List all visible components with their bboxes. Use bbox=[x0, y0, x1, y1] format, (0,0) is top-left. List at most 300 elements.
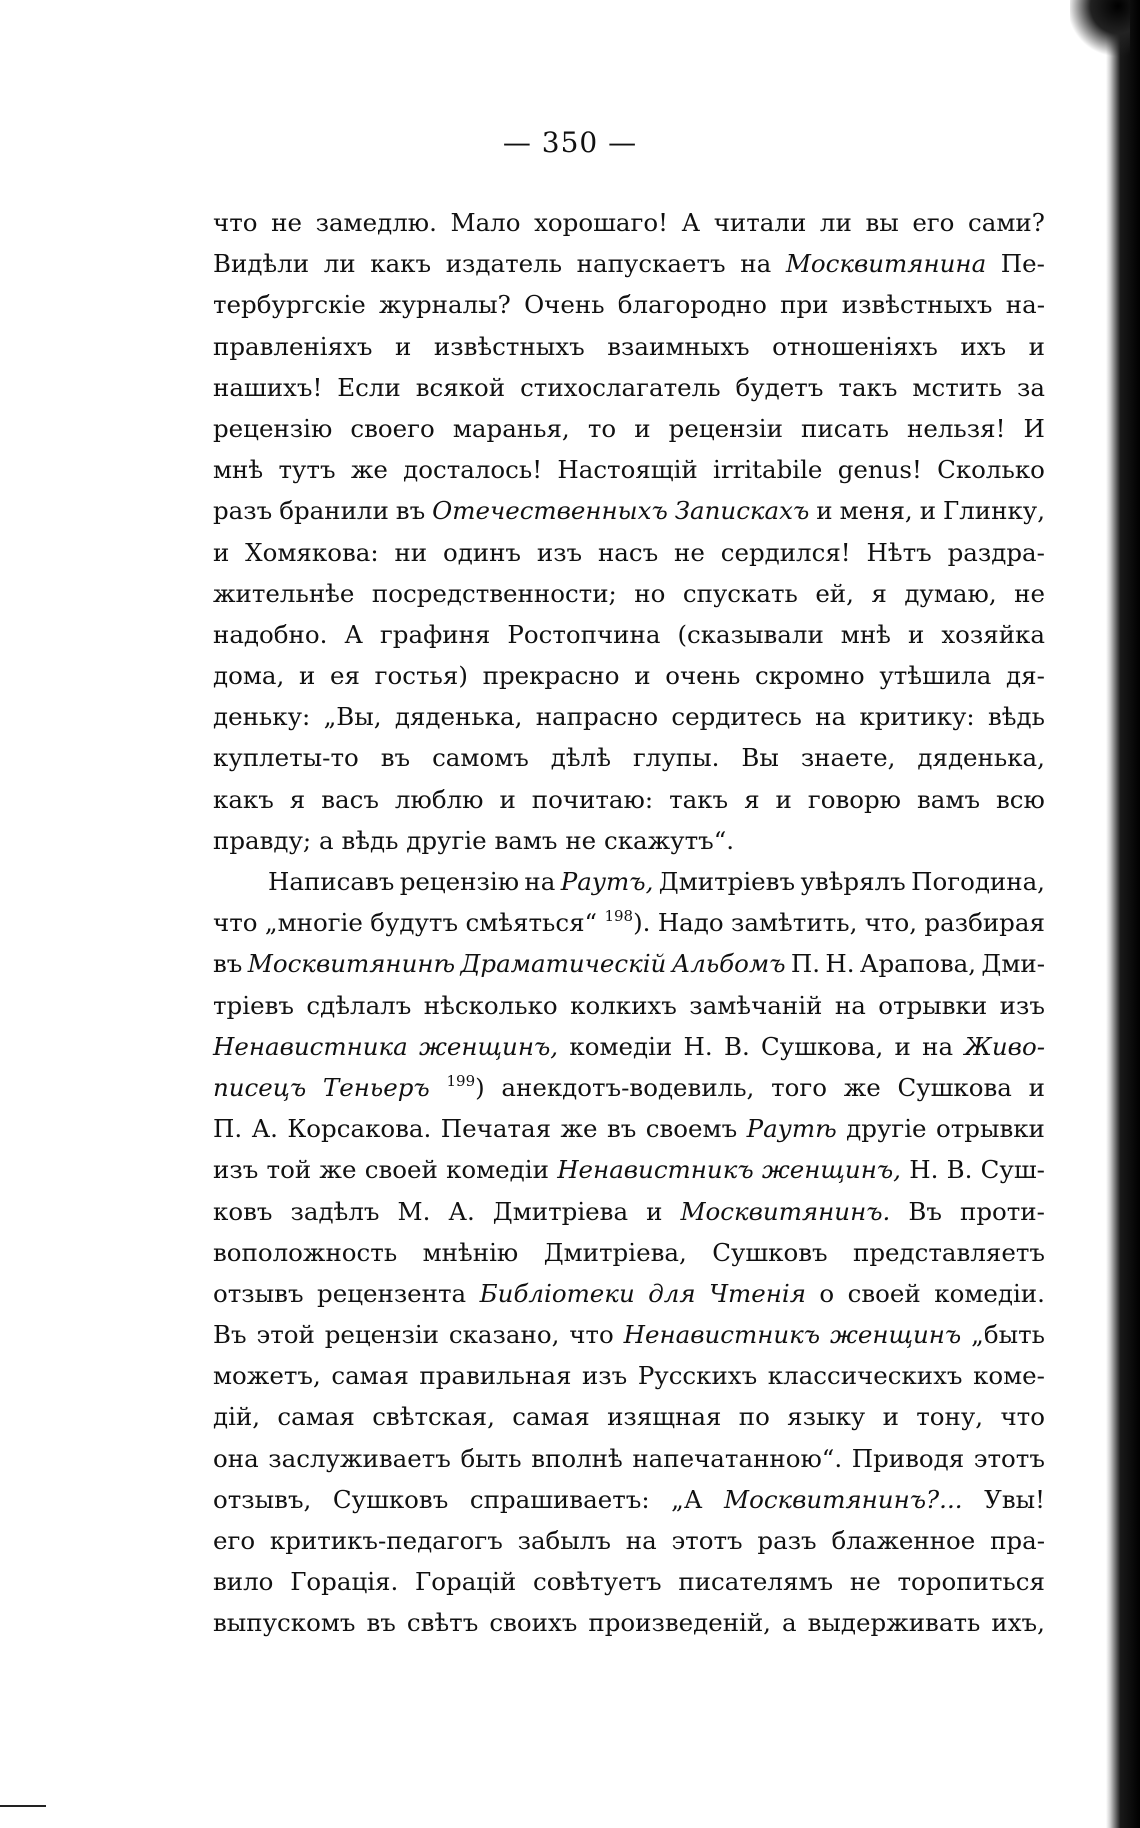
body-text bbox=[213, 202, 1045, 1644]
text-word: проти- bbox=[959, 1196, 1045, 1226]
text-word: изъ bbox=[999, 990, 1045, 1020]
text-word: Дмитріева, bbox=[543, 1237, 687, 1267]
text-word: Въ bbox=[908, 1196, 942, 1226]
text-word: Арапова, bbox=[859, 949, 977, 979]
text-word: Въ bbox=[213, 1320, 247, 1350]
text-word: въ bbox=[213, 949, 243, 979]
text-word: своей bbox=[364, 1155, 438, 1185]
text-word: глупы. bbox=[632, 743, 720, 773]
text-word: ни bbox=[394, 537, 428, 567]
footnote-ref: 198 bbox=[604, 907, 634, 926]
text-word: дя- bbox=[1006, 661, 1045, 691]
text-line bbox=[213, 1273, 1045, 1314]
text-word: ли bbox=[819, 208, 852, 237]
text-word: Чтенія bbox=[709, 1278, 806, 1308]
text-word: вполнѣ bbox=[531, 1443, 623, 1473]
text-line bbox=[213, 1026, 1045, 1067]
text-word: Мало bbox=[450, 208, 521, 237]
text-word: по bbox=[738, 1402, 770, 1432]
text-word: за bbox=[1016, 372, 1045, 402]
text-line bbox=[213, 1232, 1045, 1273]
text-word: Н. bbox=[683, 1031, 713, 1061]
text-word: утѣшила bbox=[879, 661, 992, 691]
text-word: и bbox=[882, 1402, 899, 1432]
text-word: Видѣли bbox=[213, 249, 310, 279]
text-word: классическихъ bbox=[767, 1361, 963, 1391]
text-word: этотъ bbox=[973, 1443, 1045, 1473]
text-word: спрашиваетъ: bbox=[469, 1484, 650, 1514]
text-word: на- bbox=[1005, 290, 1045, 320]
text-word: той bbox=[266, 1155, 312, 1185]
text-word: разбирая bbox=[924, 908, 1045, 938]
text-word: напрасно bbox=[535, 702, 659, 732]
text-word: почитаю: bbox=[531, 784, 654, 814]
text-word: какъ bbox=[370, 249, 432, 279]
text-word: воположность bbox=[213, 1237, 398, 1267]
text-line bbox=[213, 614, 1045, 655]
text-word: сердитесь bbox=[671, 702, 802, 732]
text-word: комедіи bbox=[446, 1155, 549, 1185]
text-word: женщинъ, bbox=[419, 1031, 559, 1061]
text-word: тербургскіе bbox=[213, 290, 366, 320]
text-word: Ненавистника bbox=[213, 1031, 408, 1061]
text-word: посредственности; bbox=[371, 578, 617, 608]
text-word: мнѣнію bbox=[422, 1237, 519, 1267]
text-word: вило bbox=[213, 1567, 274, 1597]
text-word: П. bbox=[213, 1114, 243, 1144]
text-word: Приводя bbox=[851, 1443, 965, 1473]
text-word: тону, bbox=[916, 1402, 984, 1432]
text-word: заслуживаетъ bbox=[268, 1443, 451, 1473]
text-word: (сказывали bbox=[677, 619, 824, 649]
text-word: $^{198}$). bbox=[604, 907, 651, 938]
text-word: Москвитянинъ?... bbox=[723, 1484, 963, 1514]
text-word: Сколько bbox=[937, 455, 1045, 485]
text-word: извѣстныхъ bbox=[433, 331, 585, 361]
text-word: Горацій bbox=[415, 1567, 517, 1597]
text-word: Дми- bbox=[981, 949, 1045, 979]
text-word: и bbox=[1028, 331, 1045, 361]
text-word: изъ bbox=[536, 537, 583, 567]
text-word: отношеніяхъ bbox=[772, 331, 938, 361]
text-word: всякой bbox=[415, 372, 506, 402]
text-line bbox=[213, 1438, 1045, 1479]
text-line bbox=[213, 284, 1045, 325]
text-word: не bbox=[1014, 578, 1045, 608]
text-word: писать bbox=[801, 413, 889, 443]
text-word: Живо- bbox=[964, 1031, 1045, 1061]
text-word: забылъ bbox=[517, 1526, 611, 1555]
text-word: самая bbox=[277, 1402, 355, 1432]
text-word: нашихъ! bbox=[213, 372, 323, 402]
text-word: критикъ-педагогъ bbox=[269, 1526, 503, 1555]
text-word: знаете, bbox=[800, 743, 896, 773]
text-word: такъ bbox=[838, 372, 898, 402]
text-word: на bbox=[740, 249, 772, 279]
text-word: Библіотеки bbox=[479, 1278, 635, 1308]
text-word: вы bbox=[865, 208, 899, 237]
text-word: Суш- bbox=[980, 1155, 1045, 1185]
text-word: genus! bbox=[837, 455, 922, 485]
text-word: говорю bbox=[807, 784, 902, 814]
text-word: дій, bbox=[213, 1402, 261, 1432]
text-word: Написавъ bbox=[268, 867, 395, 896]
text-word: замедлю. bbox=[315, 208, 437, 237]
text-word: мнѣ bbox=[840, 619, 891, 649]
text-word: что bbox=[213, 908, 258, 938]
text-word: пра- bbox=[990, 1526, 1045, 1555]
text-word: своихъ bbox=[489, 1608, 578, 1638]
text-word: Увы! bbox=[984, 1484, 1045, 1514]
text-line bbox=[213, 1191, 1045, 1232]
text-line bbox=[213, 202, 1045, 243]
text-word: блаженное bbox=[831, 1526, 976, 1555]
text-word: этотъ bbox=[671, 1526, 743, 1555]
text-line bbox=[213, 820, 1045, 861]
text-word: же bbox=[560, 1114, 598, 1144]
text-word: такъ bbox=[669, 784, 729, 814]
text-word: для bbox=[648, 1278, 696, 1308]
text-word: „многіе bbox=[264, 908, 363, 938]
text-word: нѣсколько bbox=[423, 990, 558, 1020]
text-word: этой bbox=[256, 1320, 315, 1350]
text-word: колкихъ bbox=[570, 990, 677, 1020]
text-line bbox=[213, 367, 1045, 408]
text-line bbox=[213, 779, 1045, 820]
text-word: на bbox=[524, 867, 556, 896]
text-word: хозяйка bbox=[941, 619, 1045, 649]
text-word: и bbox=[907, 619, 925, 649]
text-word: критику: bbox=[859, 702, 975, 732]
text-word: ей, bbox=[815, 578, 854, 608]
text-word: другіе bbox=[846, 1114, 927, 1144]
text-line bbox=[213, 1561, 1045, 1602]
text-word: не bbox=[565, 825, 597, 855]
text-word: очень bbox=[665, 661, 741, 691]
text-word: вамъ bbox=[916, 784, 981, 814]
text-word: въ bbox=[606, 1114, 637, 1144]
text-word: Драматическій bbox=[460, 949, 667, 979]
text-word: отрывки bbox=[935, 1114, 1045, 1144]
text-word: Сушкова bbox=[897, 1072, 1012, 1102]
text-word: что bbox=[1000, 1402, 1045, 1432]
text-word: П. bbox=[790, 949, 821, 979]
text-line bbox=[213, 449, 1045, 490]
text-word: Хомякова: bbox=[245, 537, 379, 567]
text-word: сердился! bbox=[720, 537, 851, 567]
text-word: скромно bbox=[755, 661, 865, 691]
text-word: благородно bbox=[617, 290, 767, 320]
text-word: и bbox=[298, 661, 316, 691]
text-word: Русскихъ bbox=[637, 1361, 758, 1391]
text-line bbox=[213, 1520, 1045, 1561]
text-word: сами? bbox=[968, 208, 1045, 237]
text-word: разъ bbox=[757, 1526, 817, 1555]
text-word: своемъ bbox=[645, 1114, 738, 1144]
text-word: совѣтуетъ bbox=[532, 1567, 662, 1597]
text-word: своей bbox=[847, 1278, 921, 1308]
text-word: я bbox=[289, 784, 306, 814]
text-word: бранили bbox=[279, 496, 389, 526]
text-word: нельзя! bbox=[907, 413, 1006, 443]
text-word: В. bbox=[723, 1031, 750, 1061]
text-word: при bbox=[780, 290, 829, 320]
text-word: увѣрялъ bbox=[800, 867, 906, 896]
footnote-ref: 199 bbox=[446, 1071, 476, 1090]
text-word: васъ bbox=[321, 784, 379, 814]
text-word: какъ bbox=[213, 784, 274, 814]
text-word: изящная bbox=[607, 1402, 722, 1432]
text-word: Дмитріевъ bbox=[658, 867, 796, 896]
text-word: сдѣлалъ bbox=[306, 990, 412, 1020]
text-line bbox=[213, 1479, 1045, 1520]
text-word: Отечественныхъ bbox=[432, 496, 668, 526]
text-word: замѣчаній bbox=[689, 990, 823, 1020]
text-word: не bbox=[849, 1567, 881, 1597]
text-word: и bbox=[816, 496, 833, 526]
text-line bbox=[213, 532, 1045, 573]
text-word: гостья) bbox=[374, 661, 468, 691]
text-word: извѣстныхъ bbox=[841, 290, 993, 320]
text-word: правильная bbox=[419, 1361, 572, 1391]
text-word: то bbox=[587, 413, 617, 443]
text-line bbox=[213, 655, 1045, 696]
text-word: Альбомъ bbox=[671, 949, 786, 979]
text-word: что bbox=[213, 208, 258, 237]
text-word: другіе bbox=[406, 825, 487, 855]
text-word: будутъ bbox=[370, 908, 459, 938]
text-word: Горація. bbox=[290, 1567, 399, 1597]
text-word: Погодина, bbox=[911, 867, 1045, 896]
text-word: Н. bbox=[825, 949, 855, 979]
text-word: дяденька, bbox=[394, 702, 523, 732]
text-word: изъ bbox=[213, 1155, 259, 1185]
text-word: тутъ bbox=[278, 455, 336, 485]
text-word: Раутъ, bbox=[560, 867, 654, 896]
text-word: А bbox=[681, 208, 701, 237]
text-word: графиня bbox=[379, 619, 491, 649]
text-word: В. bbox=[946, 1155, 973, 1185]
scan-corner-shadow bbox=[1070, 0, 1130, 60]
text-word: въ bbox=[395, 496, 426, 526]
text-word: „А bbox=[671, 1484, 703, 1514]
text-word: Москвитянинѣ bbox=[247, 949, 456, 979]
text-word: Если bbox=[337, 372, 401, 402]
text-word: представляетъ bbox=[853, 1237, 1045, 1267]
text-word: самомъ bbox=[432, 743, 529, 773]
text-word: ея bbox=[330, 661, 360, 691]
text-word: выдерживать bbox=[807, 1608, 981, 1638]
text-word: на bbox=[834, 990, 866, 1020]
text-word: отзывъ, bbox=[213, 1484, 312, 1514]
text-word: irritabile bbox=[713, 455, 823, 485]
text-word: отзывъ bbox=[213, 1278, 304, 1308]
text-word: самая bbox=[331, 1361, 409, 1391]
text-word: маранья, bbox=[452, 413, 570, 443]
text-word: А. bbox=[448, 1196, 475, 1226]
text-word: рецензіи bbox=[324, 1320, 439, 1350]
text-word: А bbox=[344, 619, 363, 649]
text-word: и bbox=[646, 1196, 663, 1226]
text-word: и bbox=[499, 784, 516, 814]
text-word: Ростопчина bbox=[507, 619, 661, 649]
text-word: стихослагатель bbox=[520, 372, 721, 402]
text-word: свѣтская, bbox=[372, 1402, 495, 1432]
text-word: ихъ bbox=[960, 331, 1007, 361]
text-line bbox=[213, 1314, 1045, 1355]
text-word: же bbox=[319, 1155, 357, 1185]
text-word: смѣяться“ bbox=[465, 908, 598, 938]
text-word: я bbox=[871, 578, 887, 608]
text-word: его bbox=[912, 208, 955, 237]
text-word: на bbox=[922, 1031, 954, 1061]
text-word: въ bbox=[380, 743, 411, 773]
text-word: Н. bbox=[909, 1155, 939, 1185]
text-word: Нѣтъ bbox=[866, 537, 932, 567]
text-word: напускаетъ bbox=[576, 249, 726, 279]
text-word: задѣлъ bbox=[290, 1196, 380, 1226]
text-word: дома, bbox=[213, 661, 285, 691]
text-word: мнѣ bbox=[213, 455, 264, 485]
text-word: своего bbox=[350, 413, 435, 443]
text-word: дѣлѣ bbox=[550, 743, 611, 773]
text-word: тріевъ bbox=[213, 990, 294, 1020]
text-word: въ bbox=[366, 1608, 396, 1638]
text-word: Сушковъ bbox=[712, 1237, 828, 1267]
text-line bbox=[213, 1355, 1045, 1396]
text-word: досталось! bbox=[403, 455, 543, 485]
text-word: спускать bbox=[682, 578, 798, 608]
text-word: вѣдь bbox=[987, 702, 1045, 732]
text-word: языку bbox=[787, 1402, 866, 1432]
text-word: И bbox=[1023, 413, 1045, 443]
text-word: ли bbox=[323, 249, 356, 279]
text-word: на bbox=[815, 702, 847, 732]
text-word: думаю, bbox=[904, 578, 997, 608]
text-word: Теньеръ bbox=[322, 1072, 430, 1102]
text-word: $^{199}$) bbox=[446, 1071, 485, 1102]
text-word: жительнѣе bbox=[213, 578, 355, 608]
text-word: и bbox=[894, 1031, 911, 1061]
text-word: коме- bbox=[973, 1361, 1045, 1391]
text-word: не bbox=[271, 208, 302, 237]
text-word: журналы? bbox=[379, 290, 511, 320]
text-word: что, bbox=[864, 908, 918, 938]
text-word: люблю bbox=[394, 784, 484, 814]
text-word: надобно. bbox=[213, 619, 328, 649]
text-line bbox=[213, 573, 1045, 614]
text-word: насъ bbox=[597, 537, 659, 567]
text-line bbox=[213, 490, 1045, 531]
text-word: скажутъ“. bbox=[604, 825, 735, 855]
text-word: выпускомъ bbox=[213, 1608, 356, 1638]
text-word: „быть bbox=[971, 1320, 1045, 1350]
text-word: Очень bbox=[524, 290, 605, 320]
text-word: женщинъ, bbox=[761, 1155, 901, 1185]
text-line bbox=[213, 902, 1045, 943]
text-word: напечатанною“. bbox=[632, 1443, 843, 1473]
text-word: меня, bbox=[839, 496, 913, 526]
scan-page-edge bbox=[1106, 0, 1140, 1828]
text-word: писателямъ bbox=[678, 1567, 834, 1597]
text-word: издатель bbox=[445, 249, 563, 279]
text-word: одинъ bbox=[442, 537, 522, 567]
text-line bbox=[213, 243, 1045, 284]
text-word: прекрасно bbox=[482, 661, 620, 691]
text-word: сказано, bbox=[448, 1320, 560, 1350]
text-word: отрывки bbox=[878, 990, 988, 1020]
text-word: торопиться bbox=[897, 1567, 1045, 1597]
text-word: произведеній, bbox=[588, 1608, 771, 1638]
text-word: и bbox=[634, 413, 651, 443]
text-word: правленіяхъ bbox=[213, 331, 373, 361]
text-word: Сушкова, bbox=[761, 1031, 884, 1061]
text-word: Настоящій bbox=[557, 455, 698, 485]
text-word: быть bbox=[460, 1443, 522, 1473]
text-word: ихъ, bbox=[991, 1608, 1045, 1638]
text-word: писецъ bbox=[213, 1072, 307, 1102]
text-word: и bbox=[919, 496, 937, 526]
text-word: Ненавистникъ bbox=[623, 1320, 821, 1350]
text-line bbox=[213, 408, 1045, 449]
text-word: комедіи bbox=[569, 1031, 673, 1061]
text-word: Сушковъ bbox=[332, 1484, 449, 1514]
text-word: Надо bbox=[657, 908, 724, 938]
scan-margin-mark bbox=[0, 1805, 46, 1807]
text-word: женщинъ bbox=[829, 1320, 962, 1350]
text-word: самая bbox=[512, 1402, 590, 1432]
text-word: Москвитянинъ. bbox=[680, 1196, 891, 1226]
text-word: о bbox=[819, 1278, 835, 1308]
page-number: — 350 — bbox=[502, 126, 638, 159]
text-word: куплеты-то bbox=[213, 743, 359, 773]
text-word: взаимныхъ bbox=[607, 331, 750, 361]
text-word: Пе- bbox=[1000, 249, 1045, 279]
text-line bbox=[213, 1108, 1045, 1149]
text-word: но bbox=[634, 578, 666, 608]
text-word: рецензіи bbox=[668, 413, 783, 443]
text-word: Раутѣ bbox=[746, 1114, 837, 1144]
text-word: его bbox=[213, 1526, 256, 1555]
text-word: Вы bbox=[741, 743, 779, 773]
text-word: же bbox=[843, 1072, 881, 1102]
text-word: дяденька, bbox=[917, 743, 1045, 773]
text-word: Корсакова. bbox=[287, 1114, 432, 1144]
text-line bbox=[213, 1602, 1045, 1643]
text-word: она bbox=[213, 1443, 259, 1473]
text-word: мстить bbox=[912, 372, 1002, 402]
text-word: замѣтить, bbox=[731, 908, 858, 938]
text-word: Глинку, bbox=[943, 496, 1045, 526]
text-word: свѣтъ bbox=[406, 1608, 479, 1638]
text-word: Печатая bbox=[440, 1114, 552, 1144]
text-word: разъ bbox=[213, 496, 273, 526]
text-word: а bbox=[319, 825, 334, 855]
text-word: что bbox=[569, 1320, 614, 1350]
text-word: Ненавистникъ bbox=[557, 1155, 754, 1185]
text-word: деньку: bbox=[213, 702, 311, 732]
text-line bbox=[213, 943, 1045, 984]
text-word: на bbox=[625, 1526, 657, 1555]
text-word: читали bbox=[713, 208, 807, 237]
text-line bbox=[213, 1149, 1045, 1190]
text-word: а bbox=[782, 1608, 797, 1638]
text-word: того bbox=[771, 1072, 827, 1102]
text-word: рецензента bbox=[317, 1278, 467, 1308]
text-line bbox=[213, 326, 1045, 367]
text-word: анекдотъ-водевиль, bbox=[501, 1072, 755, 1102]
text-word: и bbox=[1028, 1072, 1045, 1102]
